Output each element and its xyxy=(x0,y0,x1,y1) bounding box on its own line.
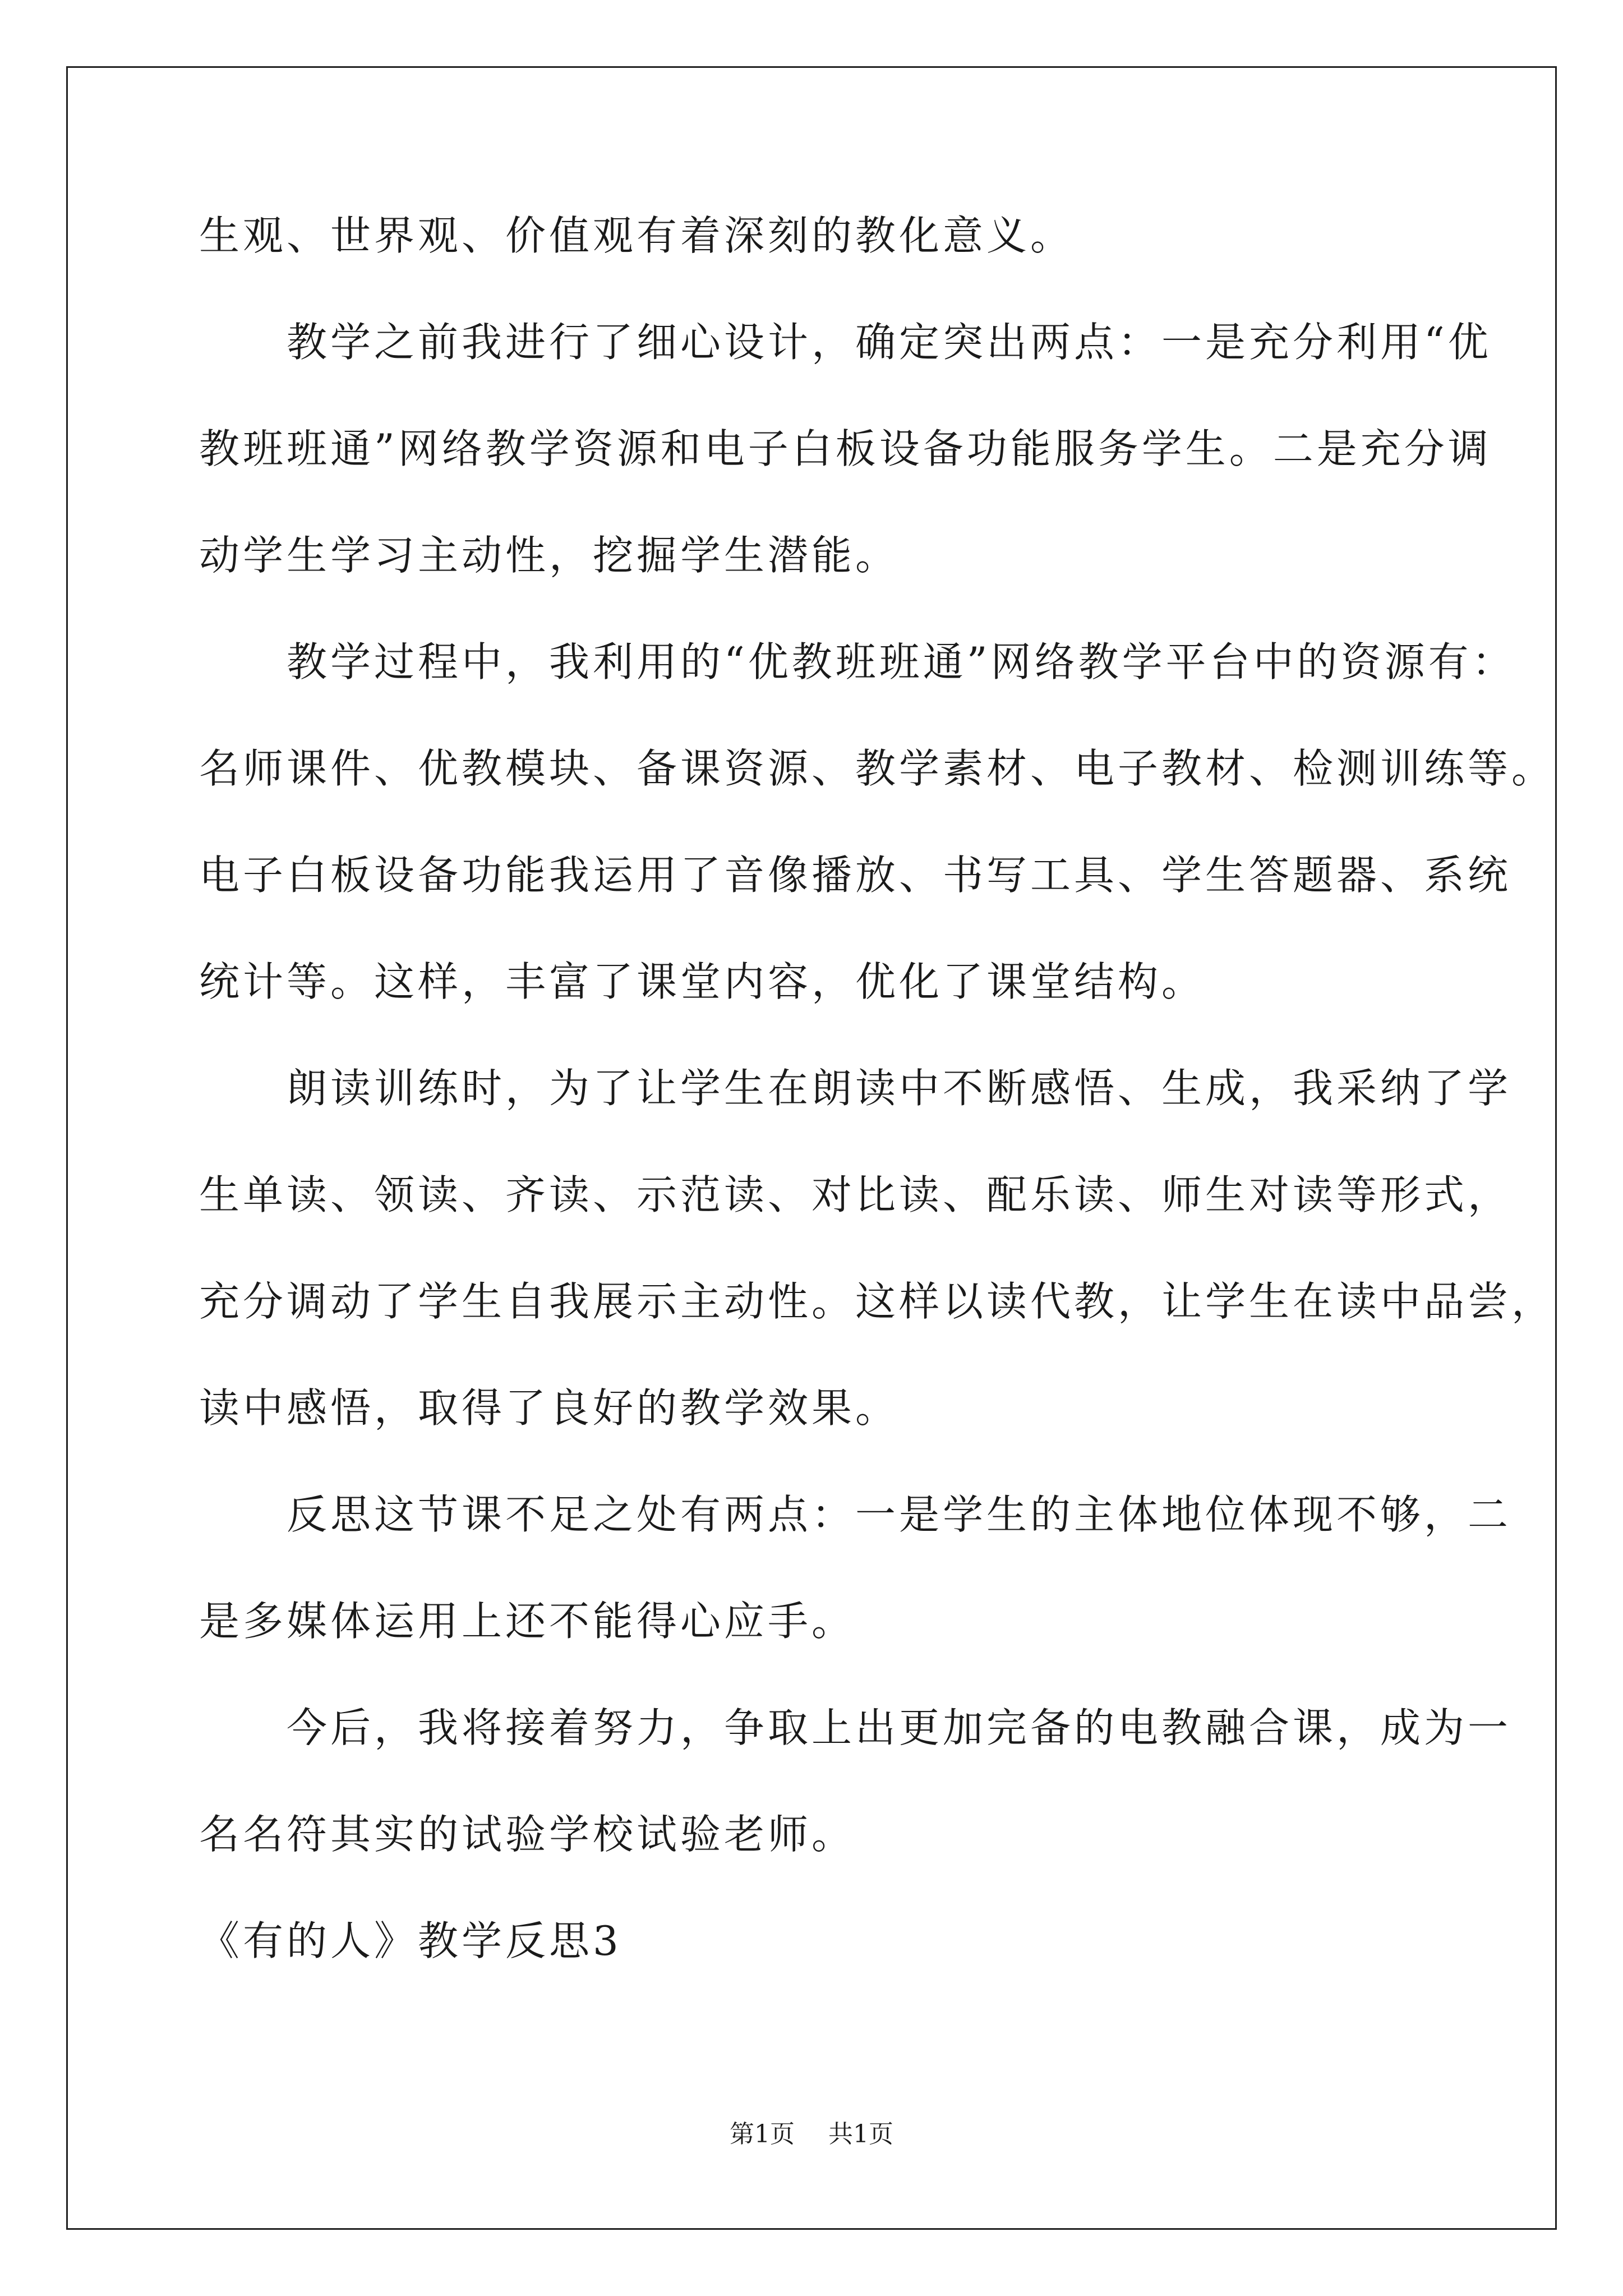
text-line: 朗读训练时，为了让学生在朗读中不断感悟、生成，我采纳了学 xyxy=(199,1065,1512,1112)
text-line: 今后，我将接着努力，争取上出更加完备的电教融合课，成为一 xyxy=(199,1704,1512,1751)
text-line: 教学过程中，我利用的“优教班班通”网络教学平台中的资源有： xyxy=(199,638,1516,685)
text-line: 动学生学习主动性，挖掘学生潜能。 xyxy=(199,532,900,579)
text-line: 是多媒体运用上还不能得心应手。 xyxy=(199,1598,856,1645)
text-line: 电子白板设备功能我运用了音像播放、书写工具、学生答题器、系统 xyxy=(199,852,1512,899)
page-total: 共1页 xyxy=(828,2120,893,2148)
text-line: 生观、世界观、价值观有着深刻的教化意义。 xyxy=(199,212,1075,259)
text-line: 名师课件、优教模块、备课资源、教学素材、电子教材、检测训练等。 xyxy=(199,745,1556,792)
text-line: 统计等。这样，丰富了课堂内容，优化了课堂结构。 xyxy=(199,958,1206,1005)
text-line: 生单读、领读、齐读、示范读、对比读、配乐读、师生对读等形式， xyxy=(199,1171,1512,1218)
section-heading: 《有的人》教学反思3 xyxy=(199,1917,622,1964)
text-line: 充分调动了学生自我展示主动性。这样以读代教，让学生在读中品尝， xyxy=(199,1278,1556,1325)
text-line: 教班班通”网络教学资源和电子白板设备功能服务学生。二是充分调 xyxy=(199,425,1492,472)
text-line: 教学之前我进行了细心设计，确定突出两点：一是充分利用“优 xyxy=(199,319,1492,366)
text-line: 读中感悟，取得了良好的教学效果。 xyxy=(199,1384,900,1432)
page-number: 第1页 xyxy=(730,2120,795,2148)
page-border xyxy=(66,66,1557,2230)
text-line: 名名符其实的试验学校试验老师。 xyxy=(199,1811,856,1858)
text-line: 反思这节课不足之处有两点：一是学生的主体地位体现不够，二 xyxy=(199,1491,1512,1538)
page-footer xyxy=(0,2118,1623,2151)
